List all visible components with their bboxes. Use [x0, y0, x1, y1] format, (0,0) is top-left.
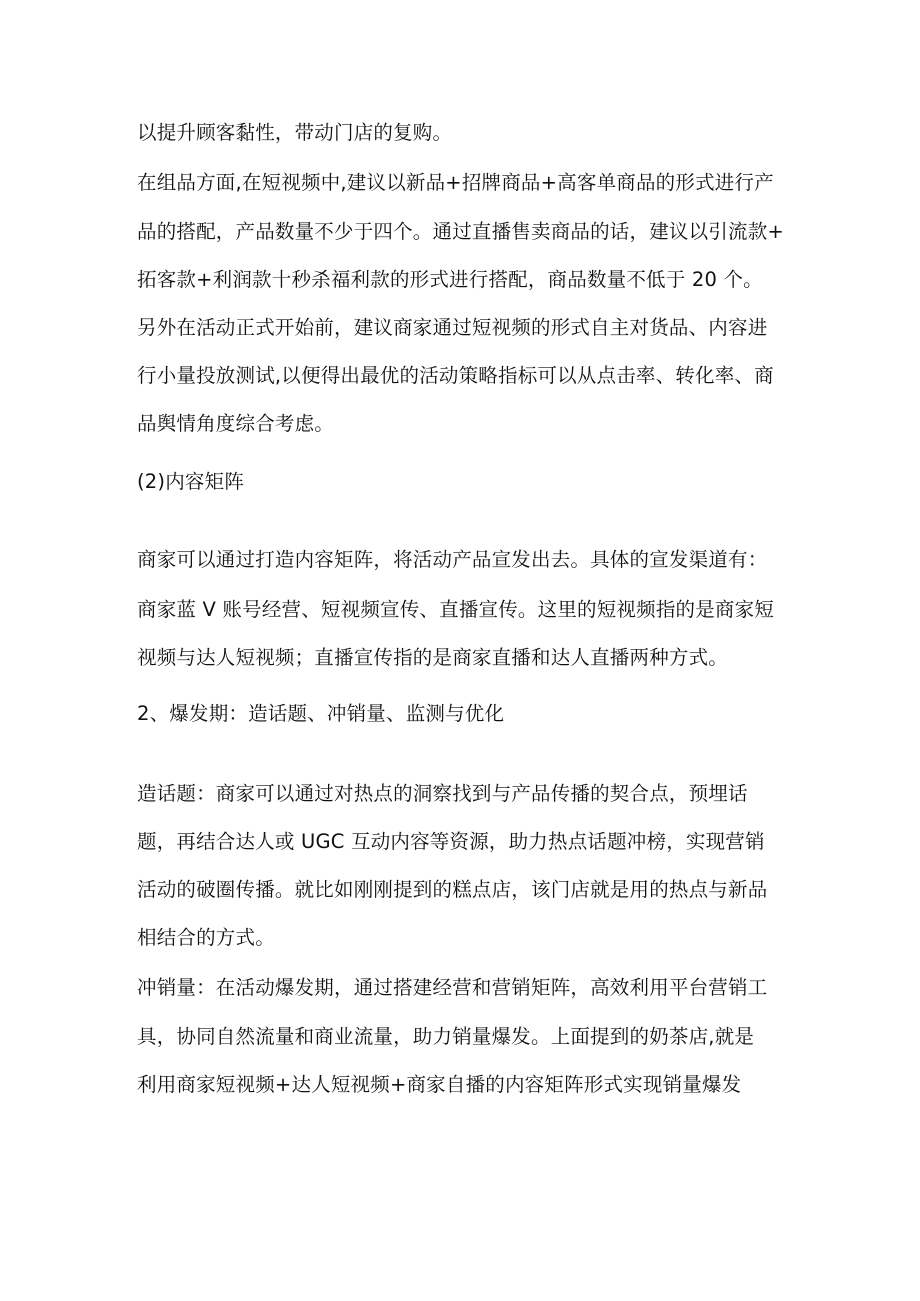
- text-line: 活动的破圈传播。就比如刚刚提到的糕点店，该门店就是用的热点与新品: [137, 878, 768, 901]
- text-line: 在组品方面,在短视频中,建议以新品+招牌商品+高客单商品的形式进行产: [137, 171, 774, 194]
- text-line: 以提升顾客黏性，带动门店的复购。: [137, 121, 453, 144]
- text-line: 视频与达人短视频；直播宣传指的是商家直播和达人直播两种方式。: [137, 646, 729, 669]
- section-heading: (2)内容矩阵: [137, 470, 245, 493]
- text-line: 另外在活动正式开始前，建议商家通过短视频的形式自主对货品、内容进: [137, 316, 768, 339]
- text-line: 题，再结合达人或 UGC 互动内容等资源，助力热点话题冲榜，实现营销: [137, 830, 765, 853]
- text-line: 具，协同自然流量和商业流量，助力销量爆发。上面提到的奶茶店,就是: [137, 1025, 755, 1048]
- text-line: 利用商家短视频+达人短视频+商家自播的内容矩阵形式实现销量爆发: [137, 1073, 742, 1096]
- text-line: 造话题：商家可以通过对热点的洞察找到与产品传播的契合点，预埋话: [137, 782, 748, 805]
- section-heading: 2、爆发期：造话题、冲销量、监测与优化: [137, 702, 505, 725]
- text-line: 行小量投放测试,以便得出最优的活动策略指标可以从点击率、转化率、商: [137, 364, 774, 387]
- text-line: 商家可以通过打造内容矩阵，将活动产品宣发出去。具体的宣发渠道有：: [137, 548, 768, 571]
- text-line: 商家蓝 V 账号经营、短视频宣传、直播宣传。这里的短视频指的是商家短: [137, 598, 775, 621]
- text-line: 拓客款+利润款十秒杀福利款的形式进行搭配，商品数量不低于 20 个。: [137, 268, 763, 291]
- text-line: 冲销量：在活动爆发期，通过搭建经营和营销矩阵，高效利用平台营销工: [137, 976, 768, 999]
- text-line: 品的搭配，产品数量不少于四个。通过直播售卖商品的话，建议以引流款+: [137, 220, 784, 243]
- text-line: 品舆情角度综合考虑。: [137, 412, 335, 435]
- text-line: 相结合的方式。: [137, 926, 275, 949]
